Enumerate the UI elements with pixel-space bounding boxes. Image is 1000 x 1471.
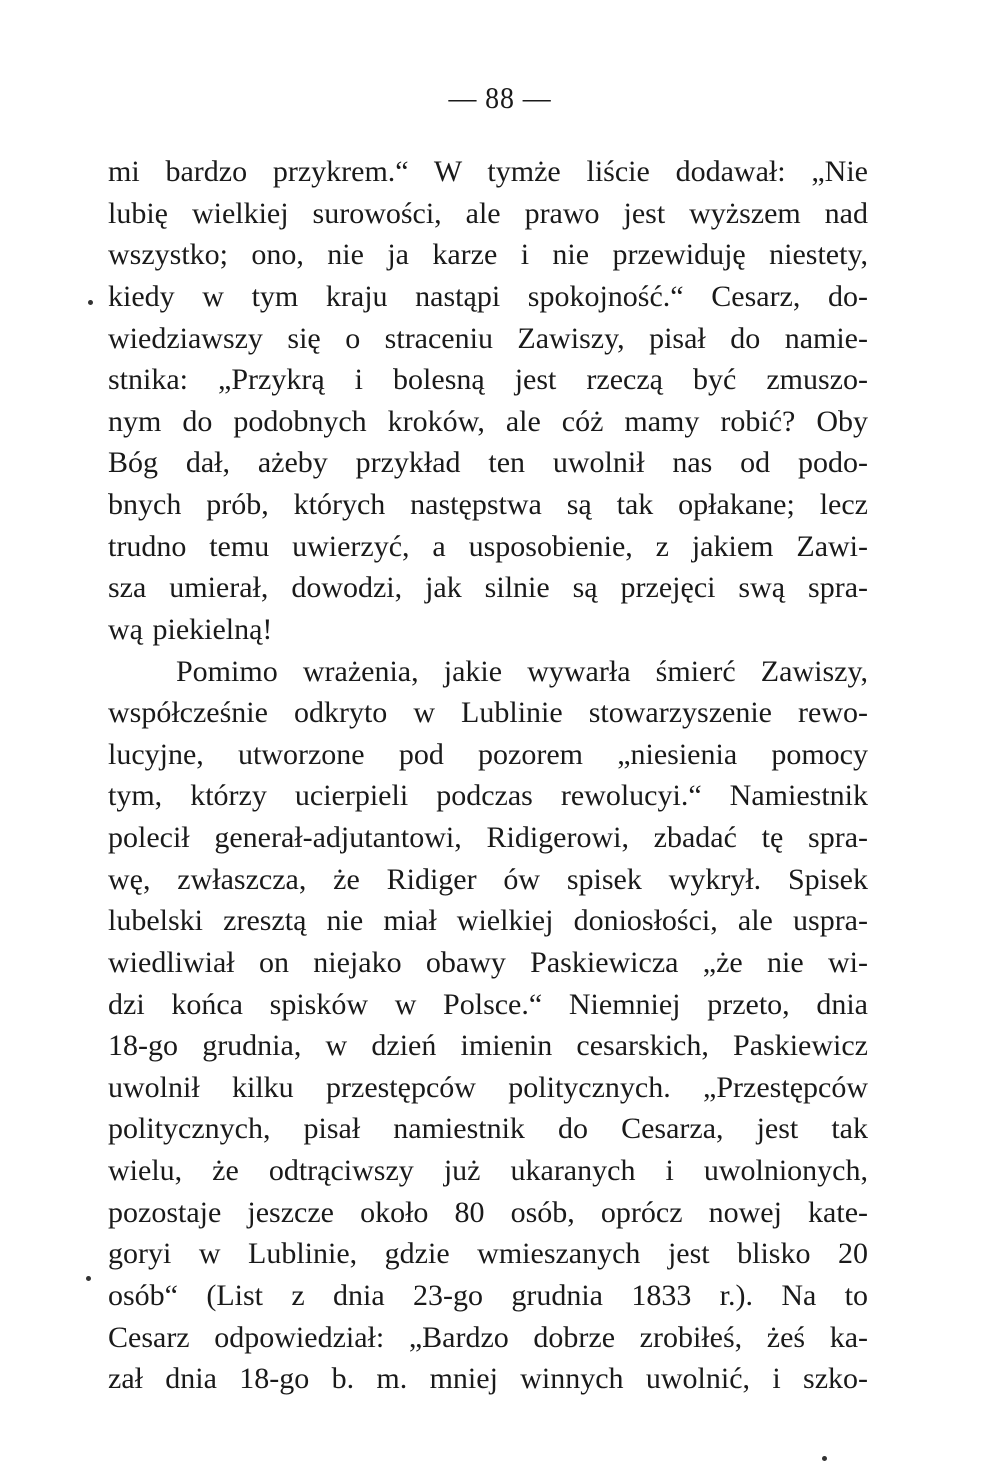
text-line: Cesarz odpowiedział: „Bardzo dobrze zrobiłeś, żeś ka- <box>108 1320 868 1354</box>
text-line: goryi w Lublinie, gdzie wmieszanych jest blisko 20 <box>108 1237 868 1271</box>
text-line: wiedziawszy się o straceniu Zawiszy, pisał do namie- <box>108 321 868 355</box>
text-line: Bóg dał, ażeby przykład ten uwolnił nas od podo- <box>108 446 868 480</box>
text-line: kiedy w tym kraju nastąpi spokojność.“ Cesarz, do- <box>108 279 868 313</box>
print-speck <box>822 1456 827 1461</box>
text-line: lubelski zresztą nie miał wielkiej doniosłości, ale uspra- <box>108 904 868 938</box>
text-line: stnika: „Przykrą i bolesną jest rzeczą być zmuszo- <box>108 363 868 397</box>
text-line: politycznych, pisał namiestnik do Cesarza, jest tak <box>108 1112 868 1146</box>
text-line: osób“ (List z dnia 23-go grudnia 1833 r.). Na to <box>108 1278 868 1312</box>
page-number: — 88 — <box>448 80 552 115</box>
text-line: wą piekielną! <box>108 612 273 646</box>
text-line: polecił generał-adjutantowi, Ridigerowi, zbadać tę spra- <box>108 821 868 854</box>
text-line: nym do podobnych kroków, ale cóż mamy robić? Oby <box>108 404 868 438</box>
text-line: mi bardzo przykrem.“ W tymże liście dodawał: „Nie <box>108 155 868 188</box>
text-line: dzi końca spisków w Polsce.“ Niemniej przeto, dnia <box>108 987 868 1021</box>
text-line: pozostaje jeszcze około 80 osób, oprócz nowej kate- <box>108 1195 868 1229</box>
text-line: wę, zwłaszcza, że Ridiger ów spisek wykrył. Spisek <box>108 862 868 896</box>
body-text <box>108 151 868 1400</box>
text-line: lucyjne, utworzone pod pozorem „niesienia pomocy <box>108 737 868 771</box>
text-line: wszystko; ono, nie ja karze i nie przewiduję niestety, <box>108 238 868 272</box>
paragraph-start-line: Pomimo wrażenia, jakie wywarła śmierć Zawiszy, <box>176 654 868 688</box>
text-line: bnych prób, których następstwa są tak opłakane; lecz <box>108 488 868 521</box>
text-line: zał dnia 18-go b. m. mniej winnych uwolnić, i szko- <box>108 1362 868 1396</box>
text-line: współcześnie odkryto w Lublinie stowarzyszenie rewo- <box>108 696 868 730</box>
text-line: tym, którzy ucierpieli podczas rewolucyi.“ Namiestnik <box>108 779 868 813</box>
text-line: sza umierał, dowodzi, jak silnie są przejęci swą spra- <box>108 571 868 605</box>
text-line: 18-go grudnia, w dzień imienin cesarskich, Paskiewicz <box>108 1029 868 1063</box>
text-line: uwolnił kilku przestępców politycznych. „Przestępców <box>108 1070 868 1104</box>
print-speck <box>88 300 93 305</box>
print-speck <box>86 1276 91 1281</box>
text-line: wiedliwiał on niejako obawy Paskiewicza „że nie wi- <box>108 945 868 979</box>
text-line: lubię wielkiej surowości, ale prawo jest wyższem nad <box>108 196 868 230</box>
text-line: wielu, że odtrąciwszy już ukaranych i uwolnionych, <box>108 1154 868 1187</box>
text-line: trudno temu uwierzyć, a usposobienie, z jakiem Zawi- <box>108 529 868 563</box>
